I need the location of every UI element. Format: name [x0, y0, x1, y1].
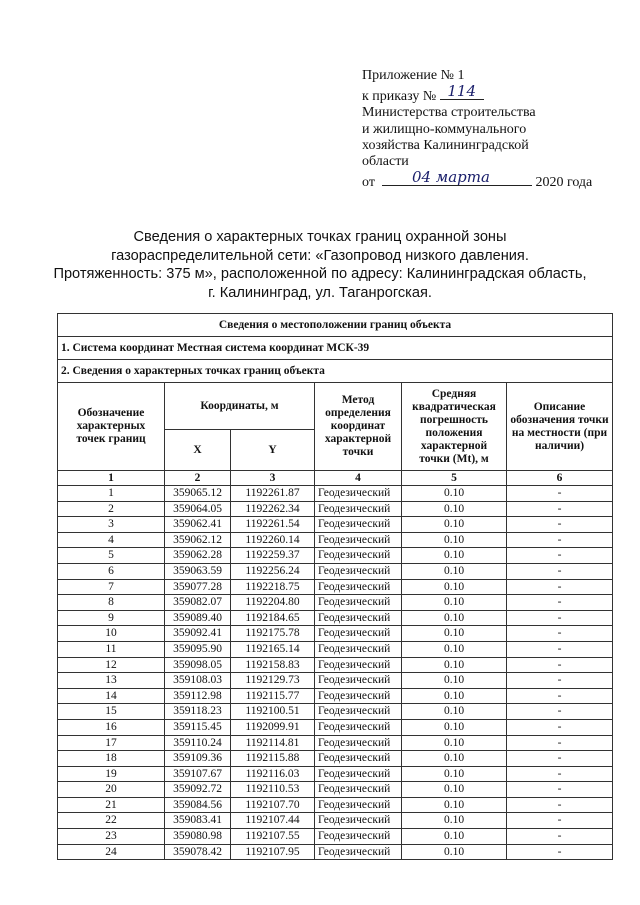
table-row	[58, 829, 613, 845]
y-coordinate: 1192256.24	[231, 563, 315, 579]
description-value: -	[507, 641, 613, 657]
x-coordinate: 359092.72	[165, 782, 231, 798]
column-number: 4	[315, 471, 402, 486]
method: Геодезический	[315, 797, 402, 813]
description-value: -	[507, 704, 613, 720]
accuracy-value: 0.10	[402, 657, 507, 673]
y-coordinate: 1192099.91	[231, 719, 315, 735]
x-coordinate: 359108.03	[165, 673, 231, 689]
x-coordinate: 359089.40	[165, 610, 231, 626]
table-row	[58, 501, 613, 517]
table-row	[58, 486, 613, 502]
point-number: 18	[58, 751, 165, 767]
method: Геодезический	[315, 657, 402, 673]
y-coordinate: 1192107.55	[231, 829, 315, 845]
date-handwritten: 04 марта	[411, 168, 490, 187]
method: Геодезический	[315, 517, 402, 533]
x-coordinate: 359118.23	[165, 704, 231, 720]
y-coordinate: 1192218.75	[231, 579, 315, 595]
table-row	[58, 782, 613, 798]
order-prefix: к приказу №	[362, 89, 437, 105]
description-value: -	[507, 517, 613, 533]
point-number: 23	[58, 829, 165, 845]
accuracy-value: 0.10	[402, 751, 507, 767]
table-row	[58, 548, 613, 564]
y-coordinate: 1192158.83	[231, 657, 315, 673]
accuracy-value: 0.10	[402, 844, 507, 860]
method: Геодезический	[315, 532, 402, 548]
method: Геодезический	[315, 641, 402, 657]
accuracy-value: 0.10	[402, 813, 507, 829]
table-row	[58, 641, 613, 657]
y-coordinate: 1192261.87	[231, 486, 315, 502]
ministry-line: Министерства строительства	[362, 105, 536, 121]
description-value: -	[507, 688, 613, 704]
method: Геодезический	[315, 782, 402, 798]
table-row	[58, 626, 613, 642]
table-row	[58, 595, 613, 611]
accuracy-value: 0.10	[402, 626, 507, 642]
method: Геодезический	[315, 501, 402, 517]
accuracy-value: 0.10	[402, 719, 507, 735]
title-line: газораспределительной сети: «Газопровод низкого давления.	[111, 247, 529, 264]
table-row	[58, 766, 613, 782]
order-number-handwritten: 114	[447, 82, 476, 101]
x-coordinate: 359083.41	[165, 813, 231, 829]
column-number: 5	[402, 471, 507, 486]
method: Геодезический	[315, 704, 402, 720]
table-row	[58, 813, 613, 829]
point-number: 20	[58, 782, 165, 798]
y-coordinate: 1192261.54	[231, 517, 315, 533]
accuracy-value: 0.10	[402, 735, 507, 751]
table-row	[58, 688, 613, 704]
table-row	[58, 579, 613, 595]
description-value: -	[507, 563, 613, 579]
point-number: 13	[58, 673, 165, 689]
y-coordinate: 1192204.80	[231, 595, 315, 611]
accuracy-value: 0.10	[402, 688, 507, 704]
x-coordinate: 359062.41	[165, 517, 231, 533]
point-number: 19	[58, 766, 165, 782]
description-value: -	[507, 751, 613, 767]
ministry-line: и жилищно-коммунального	[362, 121, 527, 137]
x-coordinate: 359110.24	[165, 735, 231, 751]
accuracy-value: 0.10	[402, 579, 507, 595]
y-coordinate: 1192115.88	[231, 751, 315, 767]
method: Геодезический	[315, 579, 402, 595]
description-value: -	[507, 673, 613, 689]
table-row	[58, 610, 613, 626]
y-coordinate: 1192110.53	[231, 782, 315, 798]
description-value: -	[507, 579, 613, 595]
y-coordinate: 1192100.51	[231, 704, 315, 720]
description-value: -	[507, 610, 613, 626]
date-blank	[382, 170, 532, 186]
column-number-row	[58, 471, 613, 486]
document-title	[40, 228, 600, 302]
point-number: 2	[58, 501, 165, 517]
point-number: 5	[58, 548, 165, 564]
x-coordinate: 359084.56	[165, 797, 231, 813]
point-number: 22	[58, 813, 165, 829]
y-coordinate: 1192114.81	[231, 735, 315, 751]
points-section-title: 2. Сведения о характерных точках границ объекта	[58, 360, 613, 383]
table-section-title: Сведения о местоположении границ объекта	[58, 314, 613, 337]
x-coordinate: 359062.12	[165, 532, 231, 548]
header-coordinates: Координаты, м	[165, 383, 315, 430]
method: Геодезический	[315, 844, 402, 860]
x-coordinate: 359064.05	[165, 501, 231, 517]
description-value: -	[507, 797, 613, 813]
appendix-header	[362, 68, 612, 191]
y-coordinate: 1192262.34	[231, 501, 315, 517]
accuracy-value: 0.10	[402, 486, 507, 502]
column-number: 1	[58, 471, 165, 486]
header-y: Y	[231, 430, 315, 471]
accuracy-value: 0.10	[402, 548, 507, 564]
x-coordinate: 359107.67	[165, 766, 231, 782]
accuracy-value: 0.10	[402, 532, 507, 548]
x-coordinate: 359115.45	[165, 719, 231, 735]
table-row	[58, 517, 613, 533]
y-coordinate: 1192116.03	[231, 766, 315, 782]
table-row	[58, 797, 613, 813]
description-value: -	[507, 719, 613, 735]
y-coordinate: 1192184.65	[231, 610, 315, 626]
y-coordinate: 1192165.14	[231, 641, 315, 657]
point-number: 16	[58, 719, 165, 735]
point-number: 9	[58, 610, 165, 626]
header-designation: Обозначение характерных точек границ	[58, 383, 165, 471]
accuracy-value: 0.10	[402, 610, 507, 626]
description-value: -	[507, 844, 613, 860]
x-coordinate: 359098.05	[165, 657, 231, 673]
order-line	[362, 84, 612, 105]
x-coordinate: 359062.28	[165, 548, 231, 564]
appendix-title: Приложение № 1	[362, 68, 465, 83]
point-number: 24	[58, 844, 165, 860]
description-value: -	[507, 766, 613, 782]
table-row	[58, 704, 613, 720]
y-coordinate: 1192107.95	[231, 844, 315, 860]
column-number: 3	[231, 471, 315, 486]
title-line: г. Калининград, ул. Таганрогская.	[208, 284, 432, 301]
date-line	[362, 170, 612, 191]
order-number-blank	[440, 84, 484, 100]
date-suffix: 2020 года	[535, 175, 593, 191]
accuracy-value: 0.10	[402, 782, 507, 798]
accuracy-value: 0.10	[402, 501, 507, 517]
x-coordinate: 359080.98	[165, 829, 231, 845]
method: Геодезический	[315, 829, 402, 845]
accuracy-value: 0.10	[402, 797, 507, 813]
point-number: 14	[58, 688, 165, 704]
y-coordinate: 1192175.78	[231, 626, 315, 642]
table-row	[58, 751, 613, 767]
description-value: -	[507, 595, 613, 611]
accuracy-value: 0.10	[402, 829, 507, 845]
y-coordinate: 1192107.70	[231, 797, 315, 813]
method: Геодезический	[315, 563, 402, 579]
table-row	[58, 844, 613, 860]
method: Геодезический	[315, 610, 402, 626]
point-number: 17	[58, 735, 165, 751]
description-value: -	[507, 626, 613, 642]
x-coordinate: 359092.41	[165, 626, 231, 642]
method: Геодезический	[315, 719, 402, 735]
x-coordinate: 359112.98	[165, 688, 231, 704]
method: Геодезический	[315, 688, 402, 704]
method: Геодезический	[315, 735, 402, 751]
description-value: -	[507, 735, 613, 751]
x-coordinate: 359109.36	[165, 751, 231, 767]
accuracy-value: 0.10	[402, 517, 507, 533]
point-number: 4	[58, 532, 165, 548]
point-number: 1	[58, 486, 165, 502]
description-value: -	[507, 657, 613, 673]
y-coordinate: 1192129.73	[231, 673, 315, 689]
table-row	[58, 673, 613, 689]
point-number: 10	[58, 626, 165, 642]
description-value: -	[507, 548, 613, 564]
y-coordinate: 1192115.77	[231, 688, 315, 704]
point-number: 7	[58, 579, 165, 595]
method: Геодезический	[315, 548, 402, 564]
column-number: 6	[507, 471, 613, 486]
method: Геодезический	[315, 626, 402, 642]
x-coordinate: 359065.12	[165, 486, 231, 502]
accuracy-value: 0.10	[402, 563, 507, 579]
coordinate-system: 1. Система координат Местная система координат МСК-39	[58, 337, 613, 360]
point-number: 21	[58, 797, 165, 813]
y-coordinate: 1192107.44	[231, 813, 315, 829]
table-row	[58, 532, 613, 548]
x-coordinate: 359095.90	[165, 641, 231, 657]
description-value: -	[507, 501, 613, 517]
description-value: -	[507, 829, 613, 845]
accuracy-value: 0.10	[402, 673, 507, 689]
header-x: X	[165, 430, 231, 471]
method: Геодезический	[315, 673, 402, 689]
x-coordinate: 359078.42	[165, 844, 231, 860]
method: Геодезический	[315, 595, 402, 611]
accuracy-value: 0.10	[402, 641, 507, 657]
header-description: Описание обозначения точки на местности (при наличии)	[507, 383, 613, 471]
table-row	[58, 563, 613, 579]
ministry-line: хозяйства Калининградской	[362, 137, 529, 153]
description-value: -	[507, 486, 613, 502]
y-coordinate: 1192260.14	[231, 532, 315, 548]
description-value: -	[507, 532, 613, 548]
point-number: 11	[58, 641, 165, 657]
method: Геодезический	[315, 766, 402, 782]
method: Геодезический	[315, 751, 402, 767]
header-method: Метод определения координат характерной точки	[315, 383, 402, 471]
boundary-points-table	[57, 313, 613, 860]
title-line: Сведения о характерных точках границ охранной зоны	[133, 229, 507, 245]
x-coordinate: 359082.07	[165, 595, 231, 611]
description-value: -	[507, 782, 613, 798]
point-number: 3	[58, 517, 165, 533]
ministry-line: области	[362, 154, 409, 170]
column-number: 2	[165, 471, 231, 486]
table-row	[58, 735, 613, 751]
method: Геодезический	[315, 486, 402, 502]
y-coordinate: 1192259.37	[231, 548, 315, 564]
x-coordinate: 359063.59	[165, 563, 231, 579]
title-line: Протяженность: 375 м», расположенной по адресу: Калининградская область,	[53, 266, 587, 282]
point-number: 12	[58, 657, 165, 673]
description-value: -	[507, 813, 613, 829]
accuracy-value: 0.10	[402, 766, 507, 782]
accuracy-value: 0.10	[402, 595, 507, 611]
date-prefix: от	[362, 175, 375, 191]
x-coordinate: 359077.28	[165, 579, 231, 595]
point-number: 6	[58, 563, 165, 579]
table-row	[58, 719, 613, 735]
point-number: 8	[58, 595, 165, 611]
accuracy-value: 0.10	[402, 704, 507, 720]
table-row	[58, 657, 613, 673]
method: Геодезический	[315, 813, 402, 829]
point-number: 15	[58, 704, 165, 720]
header-accuracy: Средняя квадратическая погрешность положения характерной точки (Mt), м	[402, 383, 507, 471]
